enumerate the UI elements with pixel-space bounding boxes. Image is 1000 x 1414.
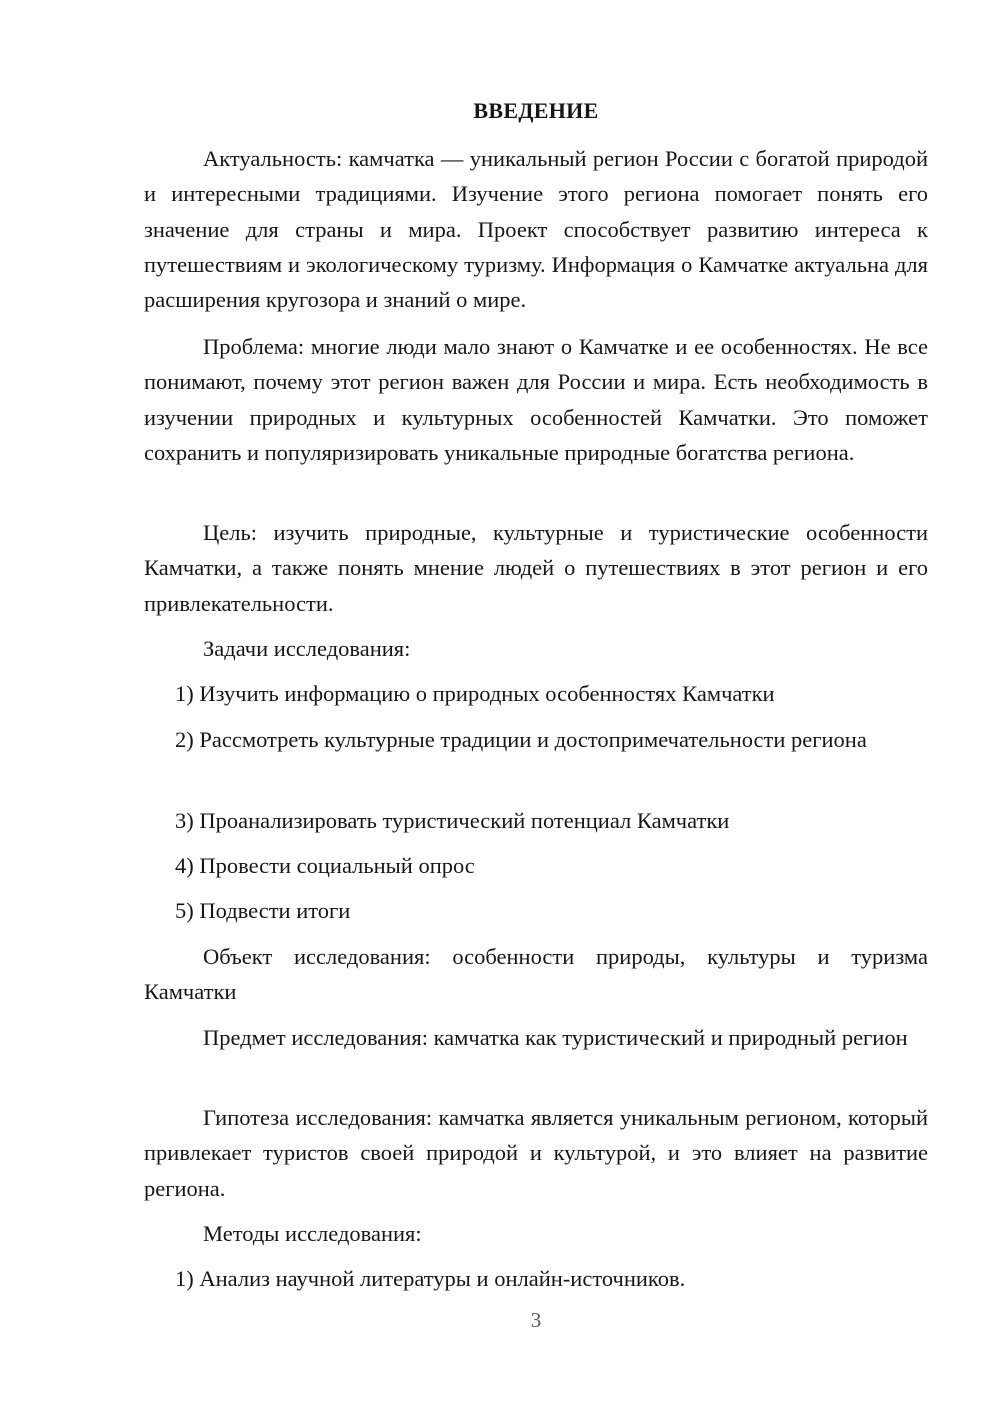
- problem-paragraph: Проблема: многие люди мало знают о Камчатке и ее особенностях. Не все понимают, почему этот регион важен для России и мира. Есть необходимость в изучении природных и культурных особенностей Камчатки. Это поможет сохранить и популяризировать уникальные природные богатства региона.: [144, 334, 928, 465]
- relevance-paragraph: Актуальность: камчатка — уникальный регион России с богатой природой и интересными традициями. Изучение этого региона помогает понять его значение для страны и мира. Проект способствует развитию интереса к путешествиям и экологическому туризму. Информация о Камчатке актуальна для расширения кругозора и знаний о мире.: [144, 146, 928, 313]
- object-paragraph: Объект исследования: особенности природы, культуры и туризма Камчатки: [144, 944, 928, 1005]
- task-item-1: 1) Изучить информацию о природных особенностях Камчатки: [175, 681, 775, 706]
- tasks-heading: Задачи исследования:: [203, 636, 411, 661]
- page-title: ВВЕДЕНИЕ: [473, 98, 599, 123]
- goal-paragraph: Цель: изучить природные, культурные и туристические особенности Камчатки, а также понять мнение людей о путешествиях в этот регион и его привлекательности.: [144, 520, 928, 616]
- task-item-3: 3) Проанализировать туристический потенциал Камчатки: [175, 808, 730, 833]
- task-item-4: 4) Провести социальный опрос: [175, 853, 475, 878]
- methods-heading: Методы исследования:: [203, 1221, 422, 1246]
- hypothesis-paragraph: Гипотеза исследования: камчатка является уникальным регионом, который привлекает туристов своей природой и культурой, и это влияет на развитие региона.: [144, 1105, 928, 1201]
- task-item-2: 2) Рассмотреть культурные традиции и достопримечательности региона: [175, 727, 867, 752]
- subject-paragraph: Предмет исследования: камчатка как туристический и природный регион: [203, 1025, 908, 1050]
- page-number: 3: [530, 1308, 542, 1332]
- method-item-1: 1) Анализ научной литературы и онлайн-источников.: [175, 1266, 686, 1291]
- task-item-5: 5) Подвести итоги: [175, 898, 351, 923]
